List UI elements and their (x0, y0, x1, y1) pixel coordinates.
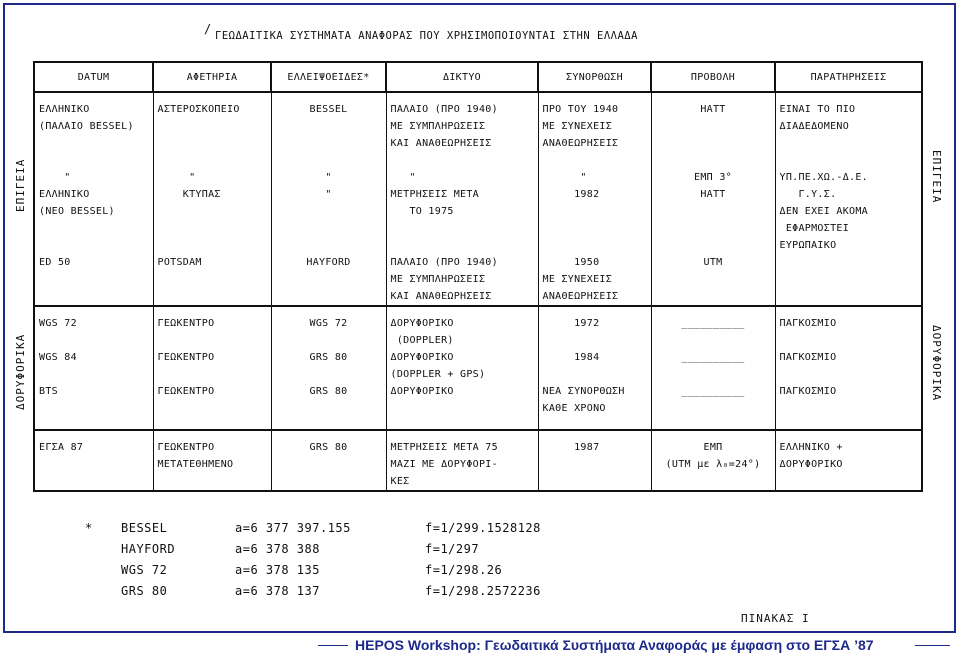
ellipsoid-row-hayford (85, 539, 685, 560)
ellipsoid-semi-major-axis: a=6 378 388 (235, 542, 320, 556)
ellipsoid-semi-major-axis: a=6 378 135 (235, 563, 320, 577)
cell-remarks: ΕΙΝΑΙ ΤΟ ΠΙΟ ΔΙΑΔΕΔΟΜΕΝΟ ΥΠ.ΠΕ.ΧΩ.-Δ.Ε. Γ.Υ.Σ. ΔΕΝ ΕΧΕΙ ΑΚΟΜΑ ΕΦΑΡΜΟΣΤΕΙ ΕΥΡΩΠΑΙΚΟ (775, 92, 922, 306)
cell-adjustment: 1987 (538, 430, 651, 491)
ellipsoid-semi-major-axis: a=6 378 137 (235, 584, 320, 598)
cell-projection: HATT ΕΜΠ 3° HATT UTM (651, 92, 775, 306)
header-ellipsoid: ΕΛΛΕΙΨΟΕΙΔΕΣ* (271, 62, 386, 92)
header-datum: DATUM (34, 62, 153, 92)
cell-datum: ΕΛΛΗΝΙΚΟ (ΠΑΛΑΙΟ BESSEL) " ΕΛΛΗΝΙΚΟ (ΝΕΟ BESSEL) ED 50 (34, 92, 153, 306)
cell-datum: WGS 72 WGS 84 BTS (34, 306, 153, 430)
cell-network: ΜΕΤΡΗΣΕΙΣ ΜΕΤΑ 75 ΜΑΖΙ ΜΕ ΔΟΡΥΦΟΡΙ- ΚΕΣ (386, 430, 538, 491)
cell-projection: ΕΜΠ (UTM με λ₀=24°) (651, 430, 775, 491)
header-row (34, 62, 922, 92)
ellipsoid-marker: * (85, 521, 93, 535)
side-label-satellite-right: ΔΟΡΥΦΟΡΙΚΑ (930, 325, 943, 402)
group-satellite (34, 306, 922, 430)
cell-remarks: ΠΑΓΚΟΣΜΙΟ ΠΑΓΚΟΣΜΙΟ ΠΑΓΚΟΣΜΙΟ (775, 306, 922, 430)
header-remarks: ΠΑΡΑΤΗΡΗΣΕΙΣ (775, 62, 922, 92)
cell-origin: ΓΕΩΚΕΝΤΡΟ ΓΕΩΚΕΝΤΡΟ ΓΕΩΚΕΝΤΡΟ (153, 306, 271, 430)
cell-ellipsoid: BESSEL " " HAYFORD (271, 92, 386, 306)
cell-adjustment: ΠΡΟ ΤΟΥ 1940 ΜΕ ΣΥΝΕΧΕΙΣ ΑΝΑΘΕΩΡΗΣΕΙΣ " 1982 1950 ΜΕ ΣΥΝΕΧΕΙΣ ΑΝΑΘΕΩΡΗΣΕΙΣ (538, 92, 651, 306)
document-title: ΓΕΩΔΑΙΤΙΚΑ ΣΥΣΤΗΜΑΤΑ ΑΝΑΦΟΡΑΣ ΠΟΥ ΧΡΗΣΙΜΟΠΟΙΟΥΝΤΑΙ ΣΤΗΝ ΕΛΛΑΔΑ (215, 30, 638, 42)
cell-network: ΔΟΡΥΦΟΡΙΚΟ (DOPPLER) ΔΟΡΥΦΟΡΙΚΟ (DOPPLER + GPS) ΔΟΡΥΦΟΡΙΚΟ (386, 306, 538, 430)
ellipsoid-row-wgs72 (85, 560, 685, 581)
side-label-terrestrial-left: ΕΠΙΓΕΙΑ (14, 158, 27, 212)
side-label-terrestrial-right: ΕΠΙΓΕΙΑ (930, 150, 943, 204)
cell-origin: ΑΣΤΕΡΟΣΚΟΠΕΙΟ " ΚΤΥΠΑΣ POTSDAM (153, 92, 271, 306)
cell-adjustment: 1972 1984 ΝΕΑ ΣΥΝΟΡΘΩΣΗ ΚΑΘΕ ΧΡΟΝΟ (538, 306, 651, 430)
cell-projection: __________ __________ __________ (651, 306, 775, 430)
ellipsoid-row-bessel (85, 518, 685, 539)
cell-remarks: ΕΛΛΗΝΙΚΟ + ΔΟΡΥΦΟΡΙΚΟ (775, 430, 922, 491)
ellipsoid-name: HAYFORD (121, 542, 176, 556)
ellipsoid-name: WGS 72 (121, 563, 168, 577)
group-terrestrial (34, 92, 922, 306)
cell-datum: ΕΓΣΑ 87 (34, 430, 153, 491)
group-egsa87 (34, 430, 922, 491)
header-adjustment: ΣΥΝΟΡΘΩΣΗ (538, 62, 651, 92)
ellipsoid-row-grs80 (85, 581, 685, 602)
ellipsoid-semi-major-axis: a=6 377 397.155 (235, 521, 351, 535)
table-number-label: ΠΙΝΑΚΑΣ Ι (741, 612, 810, 625)
footer-caption: HEPOS Workshop: Γεωδαιτικά Συστήματα Αναφοράς με έμφαση στο ΕΓΣΑ ’87 (355, 637, 874, 653)
scan-mark: / (204, 22, 212, 36)
footer-rule-left (318, 645, 348, 646)
cell-origin: ΓΕΩΚΕΝΤΡΟ ΜΕΤΑΤΕΘΗΜΕΝΟ (153, 430, 271, 491)
ellipsoid-flattening: f=1/298.26 (425, 563, 503, 577)
header-network: ΔΙΚΤΥΟ (386, 62, 538, 92)
cell-network: ΠΑΛΑΙΟ (ΠΡΟ 1940) ΜΕ ΣΥΜΠΛΗΡΩΣΕΙΣ ΚΑΙ ΑΝΑΘΕΩΡΗΣΕΙΣ " ΜΕΤΡΗΣΕΙΣ ΜΕΤΑ ΤΟ 1975 ΠΑΛΑΙΟ (ΠΡΟ 1940) ΜΕ ΣΥΜΠΛΗΡΩΣΕΙΣ ΚΑΙ ΑΝΑΘΕΩΡΗΣΕΙΣ (386, 92, 538, 306)
ellipsoid-flattening: f=1/297 (425, 542, 480, 556)
cell-ellipsoid: GRS 80 (271, 430, 386, 491)
footer-rule-right (915, 645, 950, 646)
ellipsoid-name: GRS 80 (121, 584, 168, 598)
cell-ellipsoid: WGS 72 GRS 80 GRS 80 (271, 306, 386, 430)
ellipsoid-name: BESSEL (121, 521, 168, 535)
ellipsoid-flattening: f=1/298.2572236 (425, 584, 541, 598)
header-projection: ΠΡΟΒΟΛΗ (651, 62, 775, 92)
header-origin: ΑΦΕΤΗΡΙΑ (153, 62, 271, 92)
side-label-satellite-left: ΔΟΡΥΦΟΡΙΚΑ (14, 333, 27, 410)
ellipsoid-constants (85, 518, 685, 602)
geodetic-systems-table (33, 61, 923, 492)
ellipsoid-flattening: f=1/299.1528128 (425, 521, 541, 535)
